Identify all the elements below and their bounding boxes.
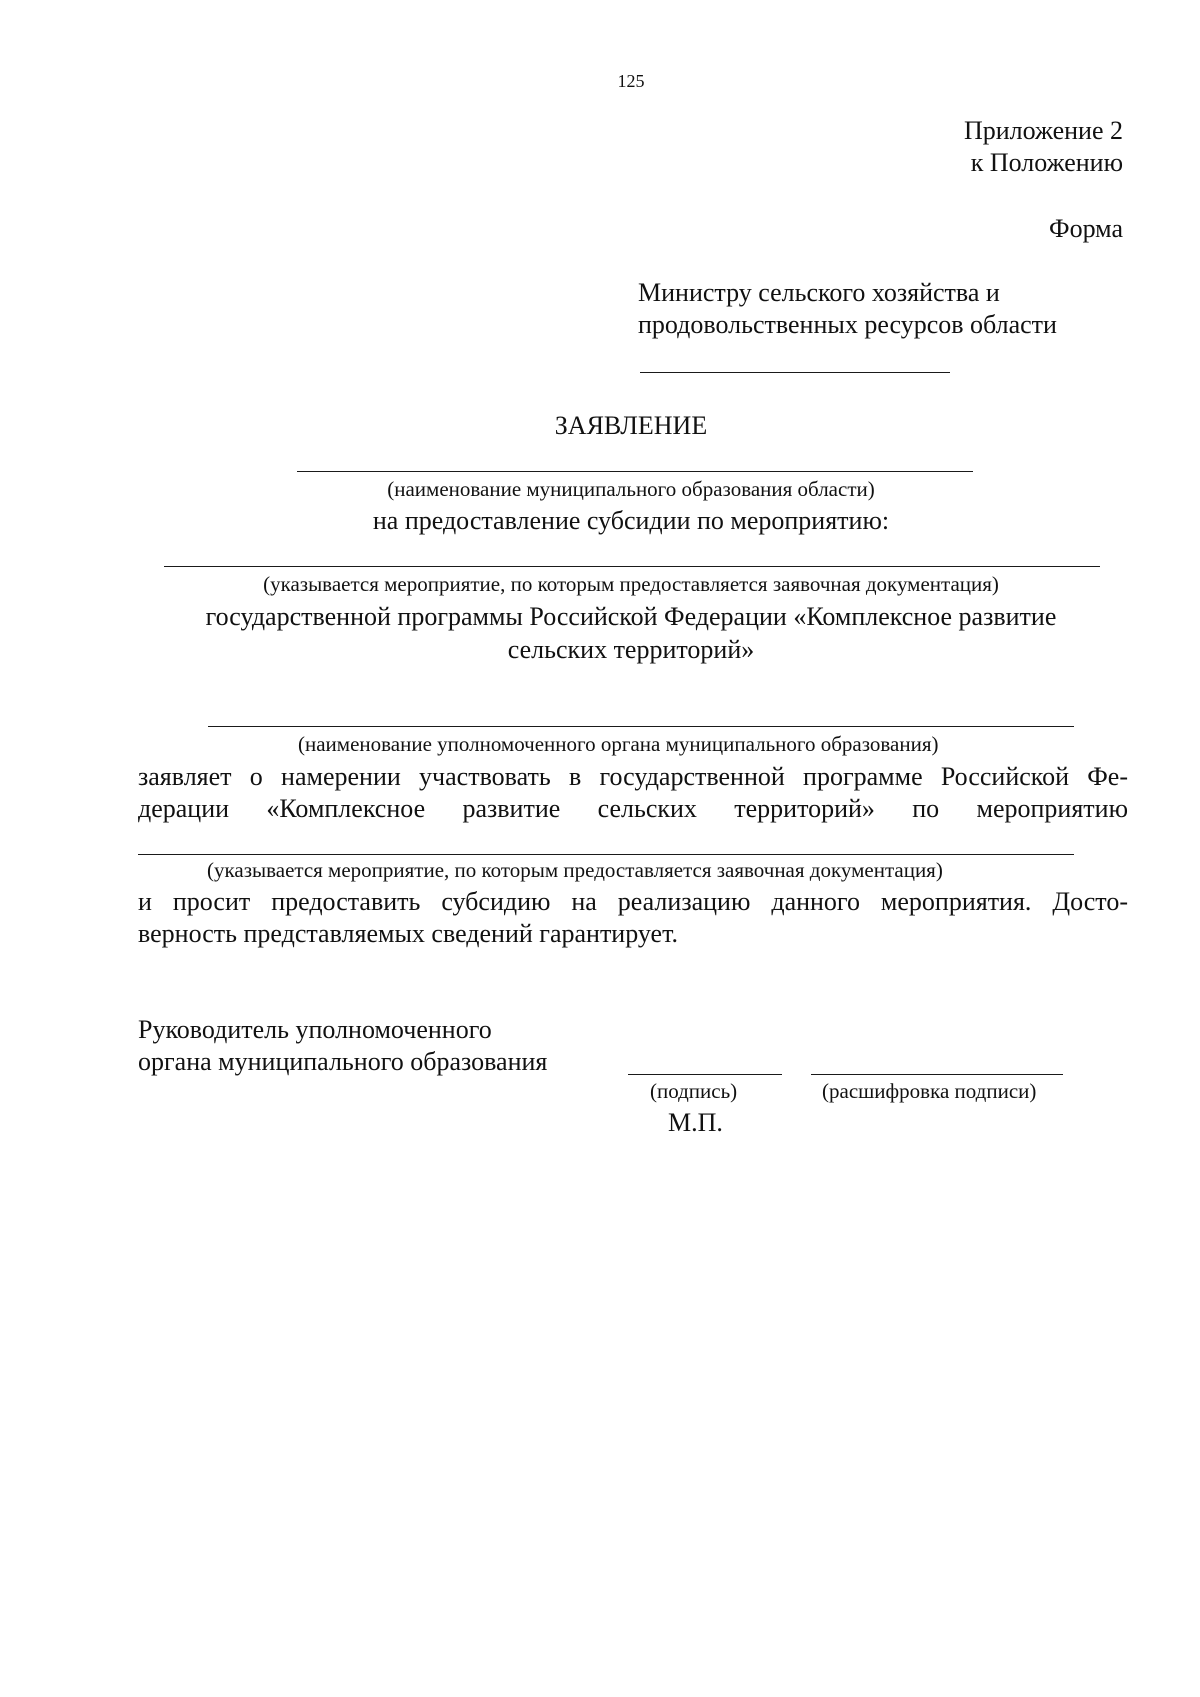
appendix-line-2: к Положению [970, 148, 1123, 177]
addressee-line-1: Министру сельского хозяйства и [638, 278, 1000, 307]
addressee-blank-line [640, 372, 950, 373]
form-label: Форма [1049, 214, 1123, 243]
signature-decoding-blank-line [811, 1074, 1063, 1075]
statement-line-2: дерации «Комплексное развитие сельских территорий» по мероприятию [138, 794, 1128, 823]
addressee-line-2: продовольственных ресурсов области [638, 310, 1057, 339]
event-blank-line-2 [138, 854, 1074, 855]
subsidy-line: на предоставление субсидии по мероприятию: [372, 506, 890, 535]
signature-caption: (подпись) [650, 1079, 738, 1103]
municipality-caption: (наименование муниципального образования области) [387, 477, 875, 501]
municipality-blank-line [297, 471, 973, 472]
authority-blank-line [208, 726, 1074, 727]
signatory-line-2: органа муниципального образования [138, 1047, 548, 1076]
request-line-1: и просит предоставить субсидию на реализацию данного мероприятия. Досто- [138, 887, 1128, 916]
document-title: ЗАЯВЛЕНИЕ [554, 411, 708, 440]
seal-mark: М.П. [668, 1108, 723, 1137]
appendix-line-1: Приложение 2 [963, 116, 1123, 145]
authority-caption: (наименование уполномоченного органа муниципального образования) [298, 732, 939, 756]
request-line-2: верность представляемых сведений гарантирует. [138, 919, 678, 948]
event-blank-line-1 [164, 566, 1100, 567]
signatory-line-1: Руководитель уполномоченного [138, 1015, 492, 1044]
signature-blank-line [628, 1074, 782, 1075]
event-caption-2: (указывается мероприятие, по которым предоставляется заявочная документация) [207, 858, 943, 882]
event-caption-1: (указывается мероприятие, по которым предоставляется заявочная документация) [263, 572, 999, 596]
program-line-2: сельских территорий» [507, 635, 755, 664]
program-line-1: государственной программы Российской Федерации «Комплексное развитие [205, 602, 1057, 631]
page-number: 125 [617, 71, 645, 91]
statement-line-1: заявляет о намерении участвовать в государственной программе Российской Фе- [138, 762, 1128, 791]
signature-decoding-caption: (расшифровка подписи) [822, 1079, 1037, 1103]
